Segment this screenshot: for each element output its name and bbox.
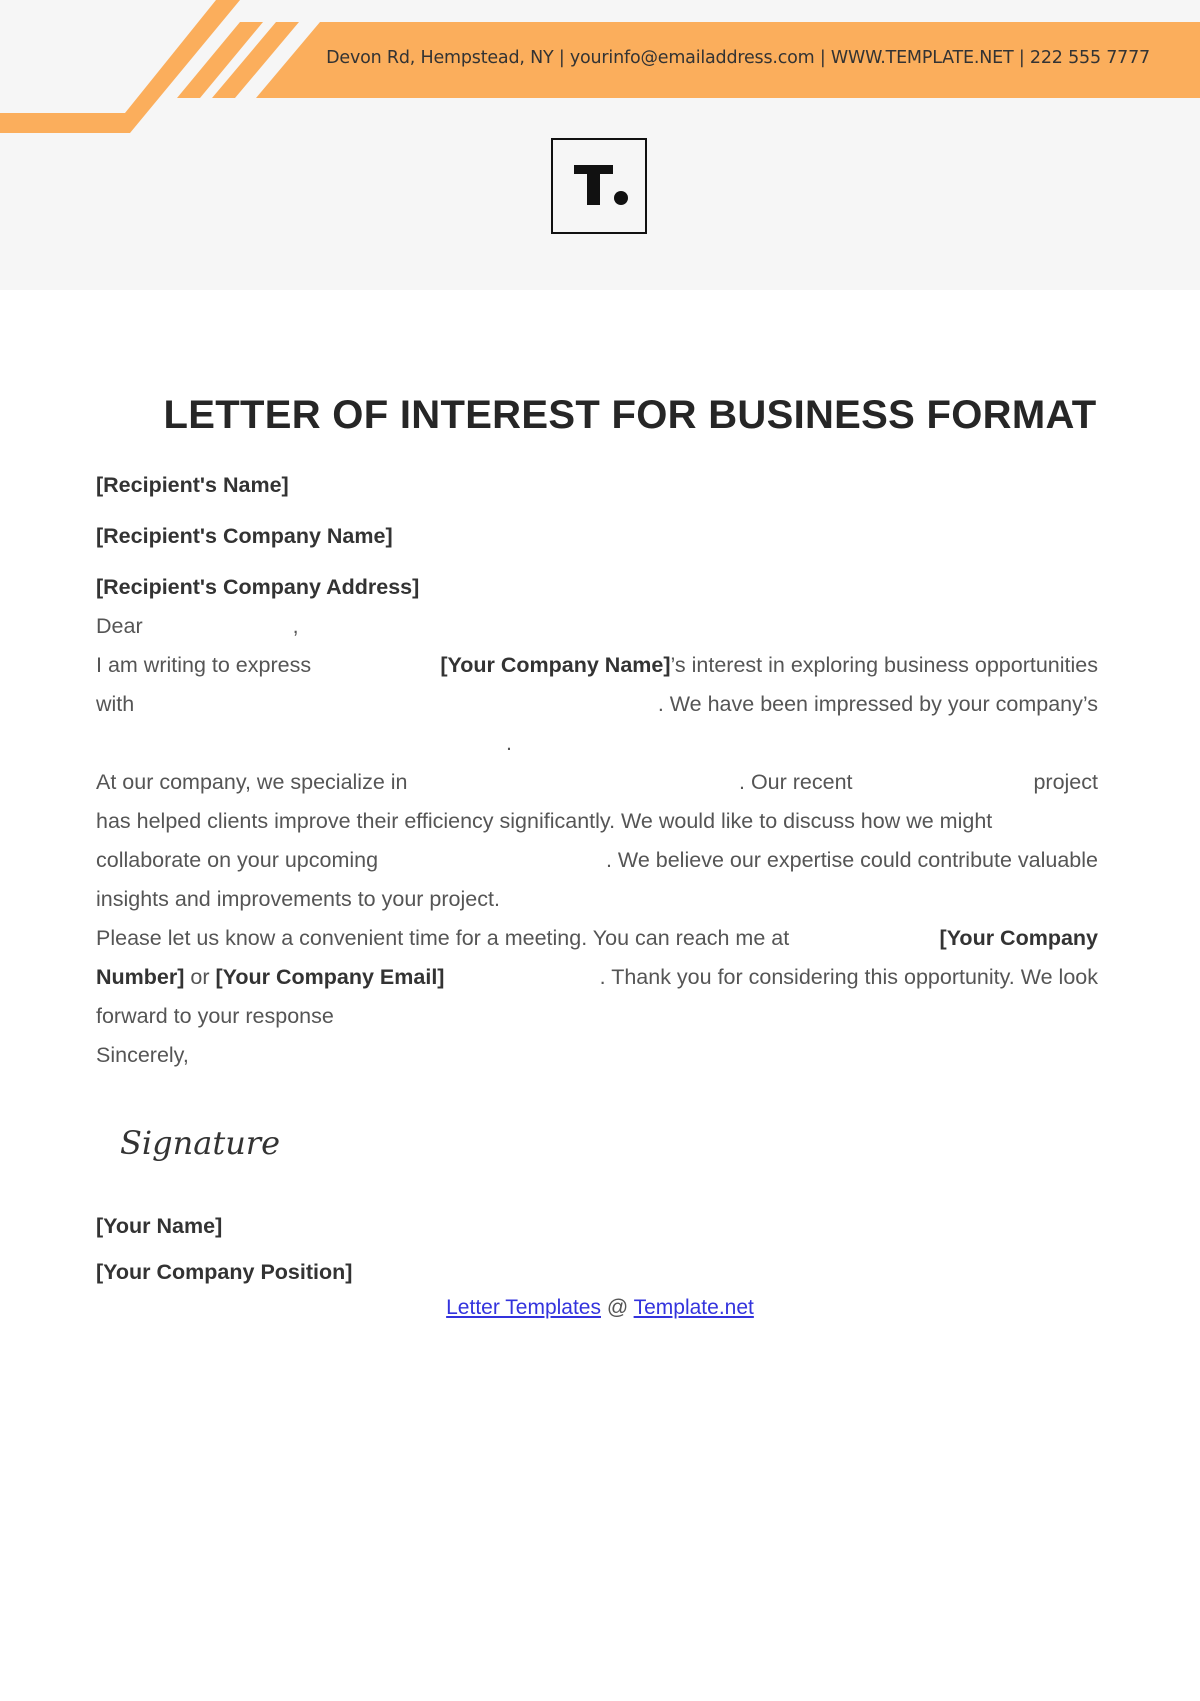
recipient-address: [Recipient's Company Address]	[96, 575, 420, 599]
letter-templates-link[interactable]: Letter Templates	[446, 1296, 601, 1319]
signature-text: Signature	[120, 1124, 281, 1162]
p2-text-a: At our company, we specialize in	[96, 770, 408, 794]
document-title: LETTER OF INTEREST FOR BUSINESS FORMAT	[163, 393, 1097, 437]
p2-line-4: insights and improvements to your project.	[96, 887, 500, 911]
p2-line-2: has helped clients improve their efficiency significantly. We would like to discuss how we might	[96, 809, 993, 833]
p1-with: with	[96, 692, 135, 716]
p3-text-b: . Thank you for considering this opportunity. We look	[599, 965, 1098, 989]
template-net-link[interactable]: Template.net	[633, 1296, 754, 1319]
company-logo	[551, 138, 647, 234]
p1-text-b: ’s interest in exploring business opportunities	[670, 653, 1098, 677]
paragraph-2-line-4	[96, 887, 1098, 912]
paragraph-3-line-2	[96, 965, 1098, 990]
p2-text-d: collaborate on your upcoming	[96, 848, 379, 872]
paragraph-1-line-3	[96, 731, 1098, 756]
your-company-number-part-1: [Your Company	[939, 926, 1098, 950]
salutation-comma: ,	[292, 614, 299, 638]
p1-text-c: . We have been impressed by your company’s	[657, 692, 1098, 716]
closing: Sincerely,	[96, 1043, 189, 1067]
p3-or: or	[184, 965, 216, 989]
your-company-number-part-2: Number]	[96, 965, 185, 989]
recipient-name: [Recipient's Name]	[96, 473, 289, 497]
paragraph-1-line-2	[96, 692, 1098, 717]
paragraph-3-line-3	[96, 1004, 1098, 1029]
logo-t-mark-icon	[553, 140, 644, 231]
paragraph-1-line-1	[96, 653, 1098, 678]
handwritten-signature	[118, 1112, 298, 1172]
salutation-word: Dear	[96, 614, 143, 638]
salutation	[96, 614, 1098, 639]
p2-text-c: project	[1033, 770, 1098, 794]
contact-info: Devon Rd, Hempstead, NY | yourinfo@emailaddress.com | WWW.TEMPLATE.NET | 222 555 7777	[326, 48, 1150, 68]
your-company-name: [Your Company Name]	[440, 653, 671, 677]
letterhead	[0, 0, 1200, 290]
p3-text-a: Please let us know a convenient time for a meeting. You can reach me at	[96, 926, 796, 950]
p3-line-3: forward to your response	[96, 1004, 334, 1028]
paragraph-2-line-2	[96, 809, 1098, 834]
paragraph-3-line-1	[96, 926, 1098, 951]
paragraph-2-line-1	[96, 770, 1098, 795]
p1-text-a: I am writing to express	[96, 653, 318, 677]
recipient-company: [Recipient's Company Name]	[96, 524, 393, 548]
your-company-email: [Your Company Email]	[215, 965, 445, 989]
footer-credit	[0, 1296, 1200, 1320]
p1-text-d: .	[506, 731, 512, 755]
paragraph-2-line-3	[96, 848, 1098, 873]
your-name: [Your Name]	[96, 1214, 223, 1238]
p2-text-e: . We believe our expertise could contribute valuable	[605, 848, 1098, 872]
footer-at: @	[601, 1296, 634, 1319]
p2-text-b: . Our recent	[739, 770, 853, 794]
your-position: [Your Company Position]	[96, 1260, 353, 1284]
